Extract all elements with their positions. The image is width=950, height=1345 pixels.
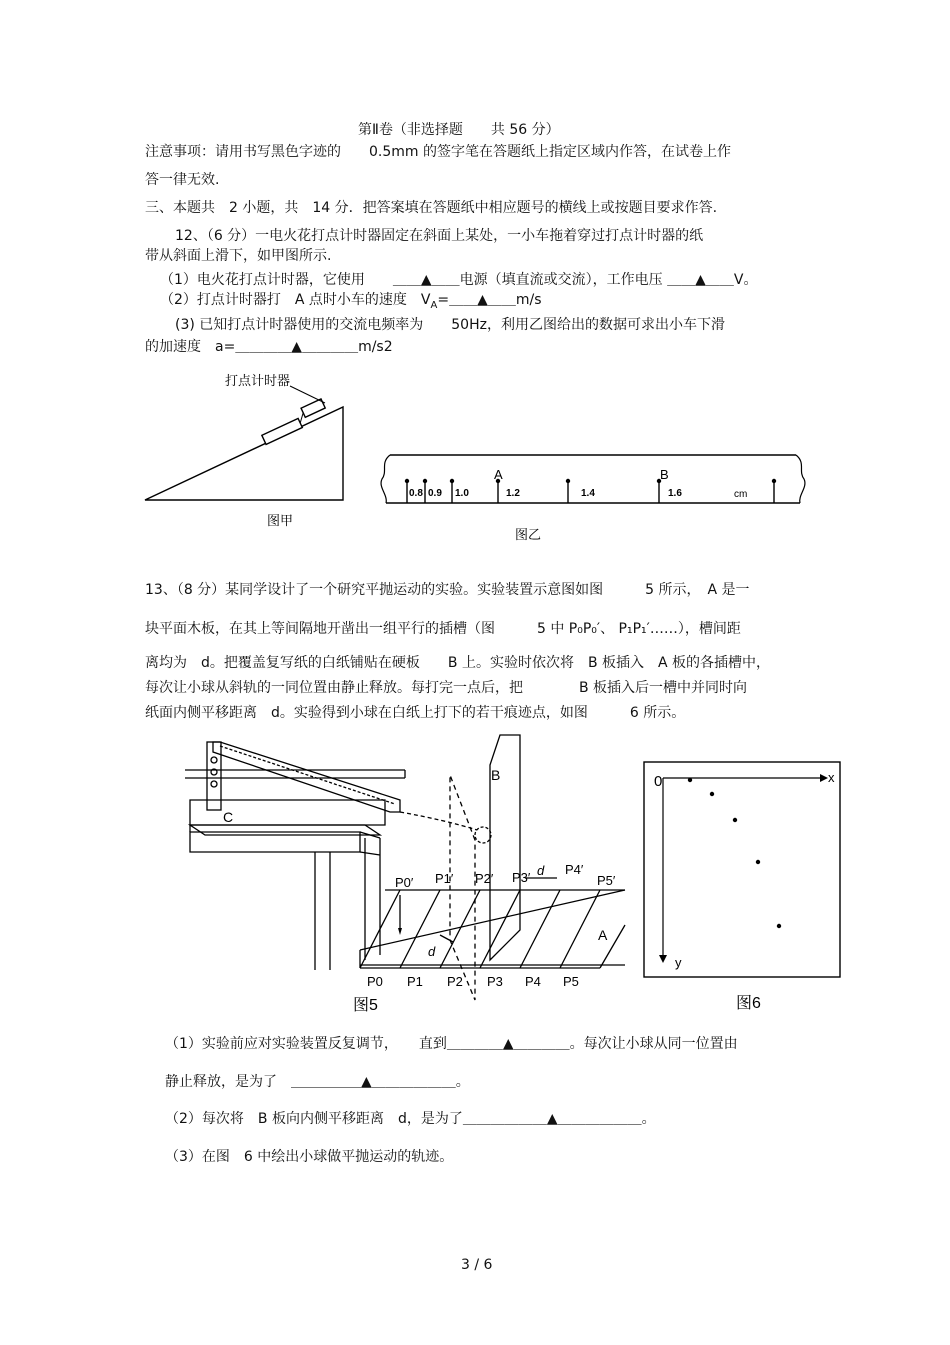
incline xyxy=(145,407,343,500)
timer-label: 打点计时器 xyxy=(225,373,291,388)
label-p3: P3 xyxy=(487,974,503,989)
label-leader xyxy=(290,386,325,403)
fig6-frame xyxy=(644,762,840,977)
label-d-bottom: d xyxy=(428,944,436,959)
trace-point xyxy=(710,792,714,796)
fig6-caption: 图6 xyxy=(736,995,761,1012)
section-title: 第Ⅱ卷（非选择题 共 56 分） xyxy=(358,122,560,138)
label-p3-prime: P3′ xyxy=(512,870,531,885)
tape-unit: cm xyxy=(734,489,748,500)
q13-line-5: 纸面内侧平移距离 d。实验得到小球在白纸上打下的若干痕迹点，如图 6 所示。 xyxy=(145,705,686,721)
tape-value-4: 1.2 xyxy=(506,488,520,499)
label-p4: P4 xyxy=(525,974,541,989)
label-c: C xyxy=(223,809,234,825)
fig5-caption: 图5 xyxy=(353,997,378,1014)
trace-point xyxy=(733,818,737,822)
figure-yi-tape xyxy=(378,445,818,550)
section-3-title: 三、本题共 2 小题，共 14 分．把答案填在答题纸中相应题号的横线上或按题目要求作答. xyxy=(145,200,718,216)
q13-answer-3: （3）在图 6 中绘出小球做平抛运动的轨迹。 xyxy=(165,1149,454,1165)
figure-jia xyxy=(140,370,355,535)
page-number: 3 / 6 xyxy=(461,1257,493,1273)
tape-value-5: 1.4 xyxy=(581,488,595,499)
q13-answer-1b: 静止释放，是为了 ＿＿＿＿＿▲＿＿＿＿＿＿。 xyxy=(165,1074,470,1090)
tape-value-1: 0.8 xyxy=(409,488,423,499)
notice-line-2: 答一律无效. xyxy=(145,172,220,188)
label-p2: P2 xyxy=(447,974,463,989)
tape-value-3: 1.0 xyxy=(455,488,469,499)
tape-point-b: B xyxy=(660,467,669,482)
tape-value-2: 0.9 xyxy=(428,488,442,499)
label-p4-prime: P4′ xyxy=(565,862,584,877)
q12-part-2-tail: =＿＿▲＿＿m/s xyxy=(437,292,542,308)
x-axis-arrow xyxy=(820,774,828,782)
y-axis-arrow xyxy=(659,955,667,963)
tape-value-6: 1.6 xyxy=(668,488,682,499)
label-p5-prime: P5′ xyxy=(597,873,616,888)
q13-line-4: 每次让小球从斜轨的一同位置由静止释放。每打完一点后，把 B 板插入后一槽中并同时向 xyxy=(145,680,748,696)
q12-part-2-sub: A xyxy=(430,299,438,311)
trace-point xyxy=(756,860,760,864)
origin-label: 0 xyxy=(654,773,663,790)
trace-point xyxy=(777,924,781,928)
timer-device xyxy=(258,399,328,444)
q13-answer-1: （1）实验前应对实验装置反复调节， 直到＿＿＿＿▲＿＿＿＿。每次让小球从同一位置由 xyxy=(165,1036,738,1052)
label-b: B xyxy=(491,767,501,783)
label-p2-prime: P2′ xyxy=(475,871,494,886)
q12-part-3a: (3) 已知打点计时器使用的交流电频率为 50Hz，利用乙图给出的数据可求出小车下滑 xyxy=(175,317,725,333)
q13-line-1: 13、（8 分）某同学设计了一个研究平抛运动的实验。实验装置示意图如图 5 所示， A 是一 xyxy=(145,582,750,598)
fig-yi-caption: 图乙 xyxy=(515,527,542,542)
notice-line-1: 注意事项：请用书写黑色字迹的 0.5mm 的签字笔在答题纸上指定区域内作答，在试卷上作 xyxy=(145,144,731,160)
label-p0-prime: P0′ xyxy=(395,875,414,890)
label-p5: P5 xyxy=(563,974,579,989)
label-d-top: d xyxy=(537,863,545,878)
q12-part-2 xyxy=(160,291,542,315)
q13-line-3: 离均为 d。把覆盖复写纸的白纸铺贴在硬板 B 上。实验时依次将 B 板插入 A 板的各插槽中， xyxy=(145,655,771,671)
fig-jia-caption: 图甲 xyxy=(267,513,294,528)
q12-part-1: （1）电火花打点计时器，它使用 ＿＿▲＿＿电源（填直流或交流），工作电压 ＿＿▲＿＿V。 xyxy=(160,272,758,288)
q12-stem-1: 12、（6 分）一电火花打点计时器固定在斜面上某处，一小车拖着穿过打点计时器的纸 xyxy=(175,228,704,244)
label-p1: P1 xyxy=(407,974,423,989)
q12-part-2-text: （2）打点计时器打 A 点时小车的速度 V xyxy=(160,292,431,308)
figure-6 xyxy=(640,760,845,1020)
tape-point-a: A xyxy=(494,467,503,482)
label-p1-prime: P1′ xyxy=(435,871,454,886)
q13-answer-2: （2）每次将 B 板向内侧平移距离 d，是为了＿＿＿＿＿＿▲＿＿＿＿＿＿。 xyxy=(165,1111,656,1127)
y-axis-label: y xyxy=(675,955,682,970)
table-top xyxy=(190,800,385,825)
label-p0: P0 xyxy=(367,974,383,989)
trace-point xyxy=(688,778,692,782)
label-a: A xyxy=(598,927,608,943)
figure-5 xyxy=(185,730,630,1020)
q13-line-2: 块平面木板，在其上等间隔地开凿出一组平行的插槽（图 5 中 P₀P₀′、 P₁P₁′……），槽间距 xyxy=(145,621,741,637)
q12-stem-2: 带从斜面上滑下，如甲图所示. xyxy=(145,248,332,264)
q12-part-3b: 的加速度 a=＿＿＿＿▲＿＿＿＿m/s2 xyxy=(145,339,393,355)
x-axis-label: x xyxy=(828,770,835,785)
